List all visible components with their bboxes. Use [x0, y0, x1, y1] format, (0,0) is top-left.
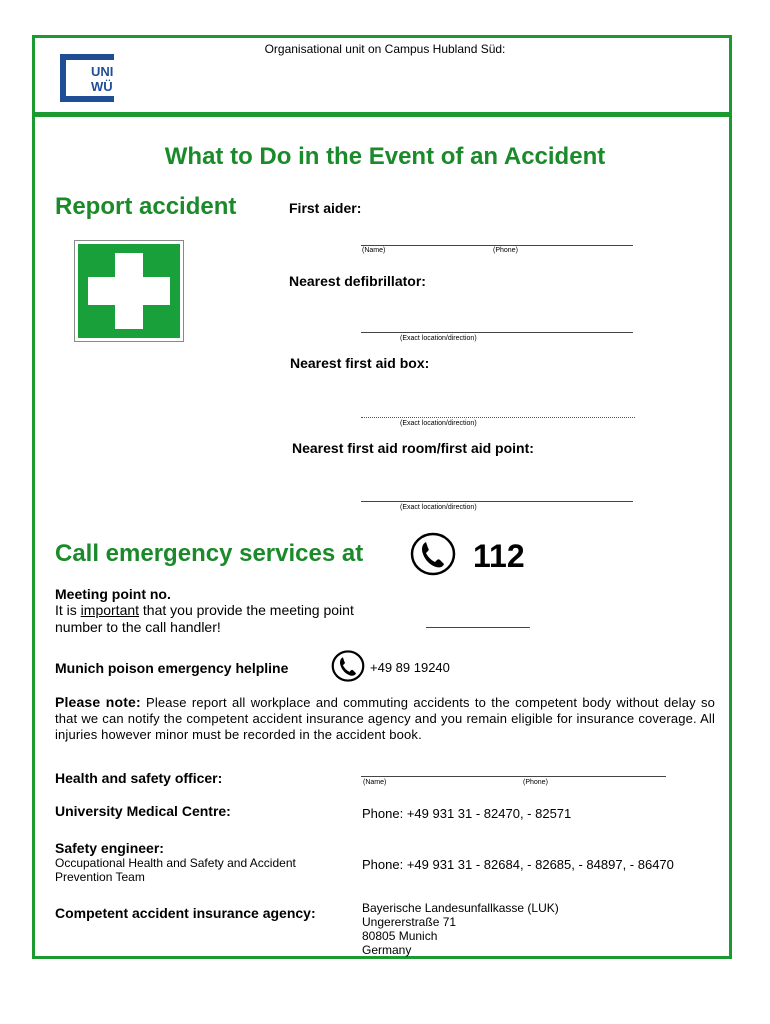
first-aid-box-label: Nearest first aid box:: [290, 355, 430, 371]
emergency-number: 112: [473, 538, 525, 574]
defibrillator-label: Nearest defibrillator:: [289, 273, 426, 289]
insurance-line-3: 80805 Munich: [362, 929, 438, 943]
first-aid-box-line: [361, 417, 635, 418]
svg-text:UNI: UNI: [91, 64, 114, 79]
medical-centre-label: University Medical Centre:: [55, 803, 231, 819]
poison-helpline-number: +49 89 19240: [370, 660, 450, 675]
health-safety-phone-caption: (Phone): [523, 779, 548, 786]
first-aider-line: [361, 245, 633, 246]
meeting-point-text-2: that you provide the meeting point: [142, 602, 354, 618]
medical-centre-phone: Phone: +49 931 31 - 82470, - 82571: [362, 806, 572, 821]
first-aid-room-line: [361, 501, 633, 502]
university-logo: [60, 54, 114, 102]
first-aider-phone-caption: (Phone): [493, 247, 518, 254]
report-accident-heading: Report accident: [55, 193, 237, 220]
first-aid-room-caption: (Exact location/direction): [400, 504, 477, 511]
poison-helpline-label: Munich poison emergency helpline: [55, 660, 289, 676]
insurance-line-4: Germany: [362, 943, 412, 957]
meeting-point-line: [426, 627, 530, 628]
svg-text:WÜ: WÜ: [91, 79, 113, 94]
safety-engineer-sub-1: Occupational Health and Safety and Accident: [55, 856, 296, 870]
meeting-point-text-3: number to the call handler!: [55, 619, 221, 635]
please-note-paragraph: [55, 694, 715, 743]
insurance-agency-label: Competent accident insurance agency:: [55, 905, 316, 921]
meeting-point-important: important: [80, 602, 140, 618]
first-aider-name-caption: (Name): [362, 247, 386, 254]
first-aid-cross-icon: [74, 240, 184, 342]
please-note-text: Please report all workplace and commuting accidents to the competent body without delay so that we can notify the competent accident insurance agency and you remain eligible for insurance coverage. All injuries however minor must be recorded in the accident book.: [55, 695, 715, 742]
meeting-point-text-1: It is: [55, 602, 77, 618]
meeting-point-text: [55, 602, 354, 618]
health-safety-line: [361, 776, 666, 777]
defibrillator-caption: (Exact location/direction): [400, 335, 477, 342]
first-aid-box-caption: (Exact location/direction): [400, 420, 477, 427]
health-safety-name-caption: (Name): [363, 779, 387, 786]
call-emergency-heading: Call emergency services at: [55, 540, 364, 567]
page-title: What to Do in the Event of an Accident: [164, 143, 606, 170]
insurance-line-2: Ungererstraße 71: [362, 915, 457, 929]
header-divider: [35, 112, 729, 117]
safety-engineer-sub-2: Prevention Team: [55, 870, 145, 884]
insurance-agency-address: [362, 901, 559, 957]
safety-engineer-label: Safety engineer:: [55, 840, 164, 856]
safety-engineer-phone: Phone: +49 931 31 - 82684, - 82685, - 84897, - 86470: [362, 857, 674, 872]
first-aid-room-label: Nearest first aid room/first aid point:: [292, 440, 534, 456]
phone-icon: [410, 532, 456, 576]
first-aider-label: First aider:: [289, 200, 362, 216]
meeting-point-label: Meeting point no.: [55, 586, 171, 602]
insurance-line-1: Bayerische Landesunfallkasse (LUK): [362, 901, 559, 915]
defibrillator-line: [361, 332, 633, 333]
health-safety-label: Health and safety officer:: [55, 770, 223, 786]
poison-phone-icon: [331, 650, 365, 682]
org-unit-label: Organisational unit on Campus Hubland Süd:: [264, 42, 506, 56]
please-note-label: Please note:: [55, 694, 141, 710]
